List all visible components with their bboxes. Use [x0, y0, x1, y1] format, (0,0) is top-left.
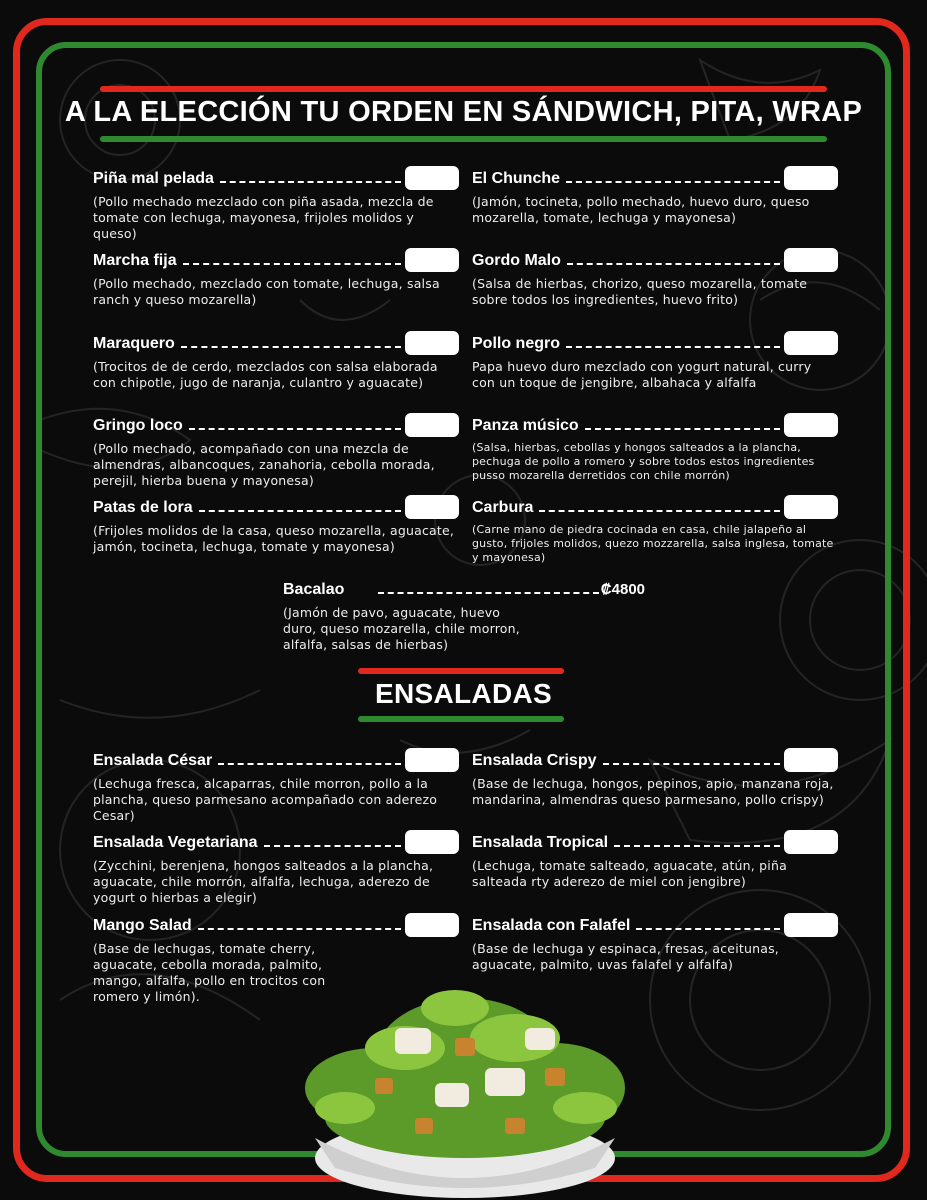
leader-dashes [198, 928, 401, 930]
price-box [405, 331, 459, 355]
item-name: Ensalada Tropical [472, 834, 609, 851]
leader-dashes [264, 845, 401, 847]
price-box [405, 913, 459, 937]
leader-dashes [220, 181, 401, 183]
item-name: Patas de lora [93, 499, 193, 516]
item-description: (Trocitos de de cerdo, mezclados con salsa elaborada con chipotle, jugo de naranja, culantro y aguacate) [93, 359, 438, 390]
price-box [405, 166, 459, 190]
item-description: Papa huevo duro mezclado con yogurt natural, curry con un toque de jengibre, albahaca y alfalfa [472, 359, 812, 390]
sandwich-section-title: A LA ELECCIÓN TU ORDEN EN SÁNDWICH, PITA, WRAP [64, 96, 863, 128]
menu-item-gringo-loco [93, 413, 459, 489]
menu-item-ensalada-vegetariana [93, 830, 459, 906]
menu-item-ensalada-crispy [472, 748, 838, 808]
item-name: Ensalada con Falafel [472, 917, 631, 934]
price-box [784, 913, 838, 937]
menu-item-ensalada-cesar [93, 748, 459, 824]
leader-dashes [378, 592, 598, 594]
item-name: Gringo loco [93, 417, 183, 434]
item-description: (Zycchini, berenjena, hongos salteados a la plancha, aguacate, chile morrón, alfalfa, lechuga, aderezo de yogurt o hierbas a elegir) [93, 858, 434, 905]
leader-dashes [539, 510, 780, 512]
item-name: Maraquero [93, 335, 175, 352]
price-box [784, 748, 838, 772]
item-description: (Salsa, hierbas, cebollas y hongos salteados a la plancha, pechuga de pollo a romero y sobre todos estos ingredientes pusso mozarella derretidos con chile morrón) [472, 441, 815, 482]
leader-dashes [567, 263, 780, 265]
item-name: Mango Salad [93, 917, 192, 934]
item-description: (Lechuga fresca, alcaparras, chile morron, pollo a la plancha, queso parmesano acompañado con aderezo Cesar) [93, 776, 438, 823]
menu-item-patas-de-lora [93, 495, 459, 555]
item-name: Bacalao [283, 581, 345, 598]
salads-top-red-line [358, 668, 564, 674]
menu-item-ensalada-con-falafel [472, 913, 838, 973]
salad-bowl-image [285, 968, 645, 1200]
leader-dashes [199, 510, 401, 512]
item-description: (Base de lechugas, tomate cherry, aguacate, cebolla morada, palmito, mango, alfalfa, pollo en trocitos con romero y limón). [93, 941, 326, 1004]
salads-bottom-green-line [358, 716, 564, 722]
leader-dashes [189, 428, 401, 430]
menu-item-bacalao [283, 577, 645, 653]
leader-dashes [566, 346, 780, 348]
item-name: Pollo negro [472, 335, 560, 352]
leader-dashes [614, 845, 780, 847]
item-description: (Pollo mechado, mezclado con tomate, lechuga, salsa ranch y queso mozarella) [93, 276, 440, 307]
item-description: (Carne mano de piedra cocinada en casa, chile jalapeño al gusto, frijoles molidos, quezo mozzarella, salsa inglesa, tomate y mayonesa) [472, 523, 834, 564]
item-name: Carbura [472, 499, 534, 516]
item-price: ₡4800 [600, 581, 645, 598]
price-box [405, 413, 459, 437]
price-box [784, 495, 838, 519]
title-bottom-green-line [100, 136, 827, 142]
menu-item-marcha-fija [93, 248, 459, 308]
leader-dashes [603, 763, 781, 765]
item-name: Marcha fija [93, 252, 177, 269]
item-description: (Pollo mechado, acompañado con una mezcla de almendras, albancoques, zanahoria, cebolla morada, perejil, hierba buena y mayonesa) [93, 441, 435, 488]
price-box [784, 830, 838, 854]
item-name: Gordo Malo [472, 252, 561, 269]
leader-dashes [585, 428, 780, 430]
item-description: (Salsa de hierbas, chorizo, queso mozarella, tomate sobre todos los ingredientes, huevo frito) [472, 276, 808, 307]
price-box [405, 830, 459, 854]
price-box [784, 413, 838, 437]
price-box [784, 331, 838, 355]
salads-section-title: ENSALADAS [375, 678, 552, 709]
item-description: (Lechuga, tomate salteado, aguacate, atún, piña salteada rty aderezo de miel con jengibre) [472, 858, 787, 889]
item-name: Ensalada Vegetariana [93, 834, 258, 851]
menu-item-pina-mal-pelada [93, 166, 459, 242]
price-box [405, 748, 459, 772]
price-box [784, 248, 838, 272]
price-box [784, 166, 838, 190]
item-name: Ensalada César [93, 752, 213, 769]
menu-item-carbura [472, 495, 838, 565]
price-box [405, 248, 459, 272]
menu-item-maraquero [93, 331, 459, 391]
item-description: (Base de lechuga y espinaca, fresas, aceitunas, aguacate, palmito, uvas falafel y alfalfa) [472, 941, 779, 972]
leader-dashes [183, 263, 401, 265]
leader-dashes [181, 346, 401, 348]
item-name: Panza músico [472, 417, 579, 434]
item-description: (Jamón, tocineta, pollo mechado, huevo duro, queso mozarella, tomate, lechuga y mayonesa) [472, 194, 810, 225]
menu-item-el-chunche [472, 166, 838, 226]
item-name: El Chunche [472, 170, 561, 187]
menu-item-ensalada-tropical [472, 830, 838, 890]
item-description: (Pollo mechado mezclado con piña asada, mezcla de tomate con lechuga, mayonesa, frijoles molidos y queso) [93, 194, 434, 241]
item-description: (Base de lechuga, hongos, pepinos, apio, manzana roja, mandarina, almendras queso parmesano, pollo crispy) [472, 776, 834, 807]
item-description: (Jamón de pavo, aguacate, huevo duro, queso mozarella, chile morron, alfalfa, salsas de hierbas) [283, 605, 520, 652]
item-name: Piña mal pelada [93, 170, 214, 187]
leader-dashes [218, 763, 401, 765]
leader-dashes [636, 928, 780, 930]
menu-item-panza-musico [472, 413, 838, 483]
price-box [405, 495, 459, 519]
leader-dashes [566, 181, 780, 183]
item-name: Ensalada Crispy [472, 752, 597, 769]
menu-item-gordo-malo [472, 248, 838, 308]
menu-item-pollo-negro [472, 331, 838, 391]
title-top-red-line [100, 86, 827, 92]
item-description: (Frijoles molidos de la casa, queso mozarella, aguacate, jamón, tocineta, lechuga, tomate y mayonesa) [93, 523, 455, 554]
